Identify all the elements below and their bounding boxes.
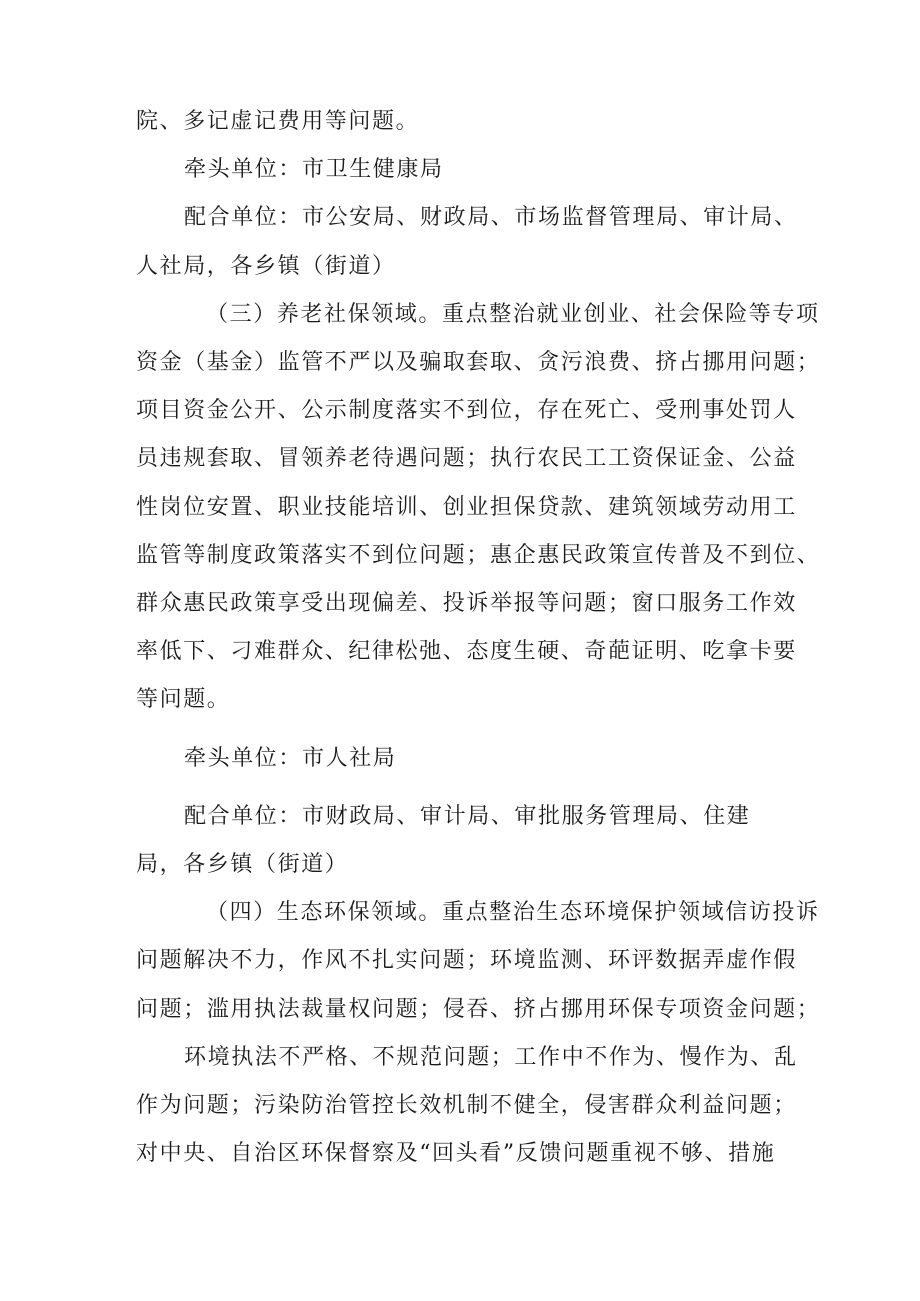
lead-unit-line: 牵头单位：市卫生健康局 [184, 157, 444, 183]
section-four-heading: （四）生态环保领域。重点整治生态环境保护领域信访投诉 [206, 900, 820, 926]
section-four-line: 作为问题；污染防治管控长效机制不健全，侵害群众利益问题； [136, 1093, 797, 1119]
section-three-line: 资金（基金）监管不严以及骗取套取、贪污浪费、挤占挪用问题； [136, 350, 821, 376]
section-three-line: 率低下、刁难群众、纪律松弛、态度生硬、奇葩证明、吃拿卡要 [136, 639, 797, 665]
section-four-line: 环境执法不严格、不规范问题；工作中不作为、慢作为、乱 [184, 1044, 798, 1070]
section-four-line: 问题；滥用执法裁量权问题；侵吞、挤占挪用环保专项资金问题； [136, 996, 821, 1022]
cooperating-unit-line: 配合单位：市财政局、审计局、审批服务管理局、住建 [184, 803, 751, 829]
document-body [136, 98, 821, 1178]
section-four-line: 对中央、自治区环保督察及“回头看”反馈问题重视不够、措施 [136, 1141, 776, 1167]
section-three-line: 项目资金公开、公示制度落实不到位，存在死亡、受刑事处罚人 [136, 398, 797, 424]
section-three-line: 监管等制度政策落实不到位问题；惠企惠民政策宣传普及不到位、 [136, 542, 821, 568]
section-three-heading: （三）养老社保领域。重点整治就业创业、社会保险等专项 [206, 301, 820, 327]
text-line-1: 院、多记虚记费用等问题。 [136, 109, 420, 134]
section-three-line: 等问题。 [136, 687, 231, 713]
cooperating-unit-line-cont: 局，各乡镇（街道） [136, 852, 349, 878]
section-three-line: 员违规套取、冒领养老待遇问题；执行农民工工资保证金、公益 [136, 446, 797, 472]
section-three-line: 群众惠民政策享受出现偏差、投诉举报等问题；窗口服务工作效 [136, 591, 797, 617]
cooperating-unit-line: 配合单位：市公安局、财政局、市场监督管理局、审计局、 [184, 205, 798, 231]
cooperating-unit-line-cont: 人社局，各乡镇（街道） [136, 253, 396, 279]
section-three-line: 性岗位安置、职业技能培训、创业担保贷款、建筑领域劳动用工 [136, 494, 797, 520]
lead-unit-line: 牵头单位：市人社局 [184, 745, 397, 771]
section-four-line: 问题解决不力，作风不扎实问题；环境监测、环评数据弄虚作假 [136, 948, 797, 974]
